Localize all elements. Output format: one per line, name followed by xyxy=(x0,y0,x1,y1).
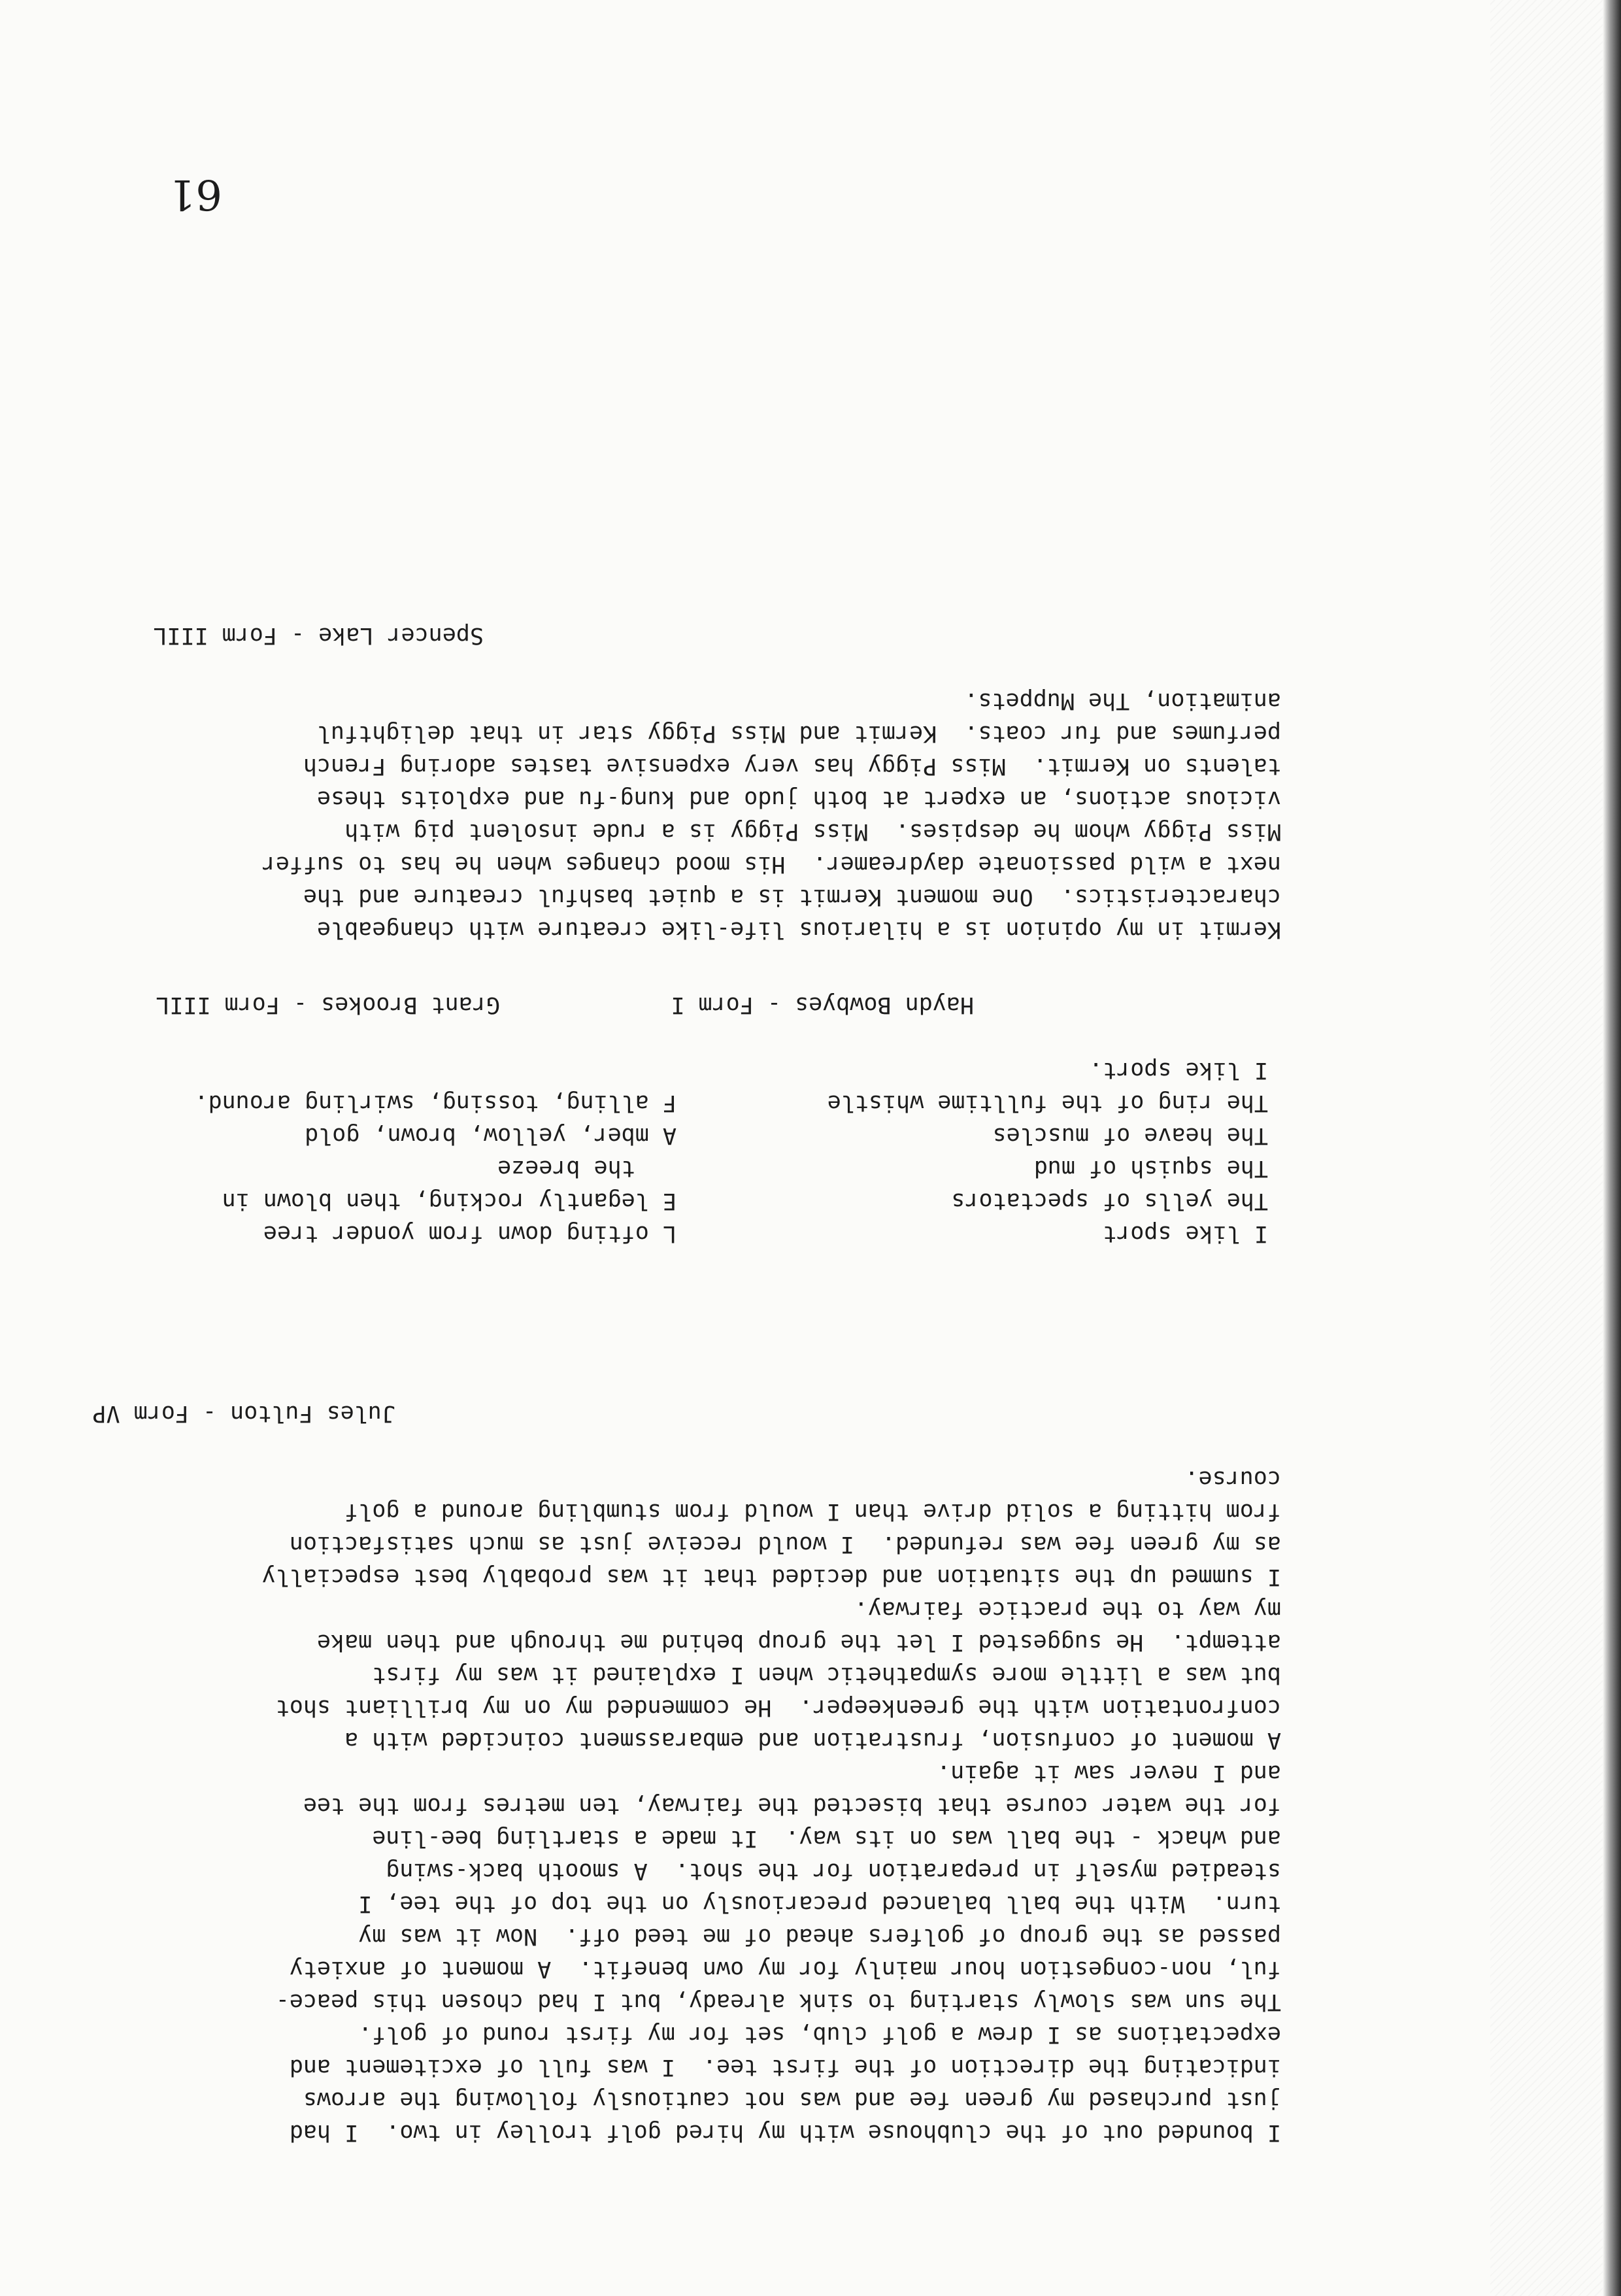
poem-line: the breeze xyxy=(497,1155,677,1181)
text-line: from hitting a solid drive than I would from stumbling around a golf xyxy=(344,1498,1281,1525)
text-line: as my green fee was refunded. I would receive just as much satisfaction xyxy=(289,1531,1281,1557)
poem-author: Haydn Bowbyes - Form I xyxy=(671,992,974,1018)
poem-leaf-acrostic xyxy=(156,988,677,1250)
poem-i-like-sport xyxy=(671,988,1268,1250)
text-line: characteristics. One moment Kermit is a quiet bashful creature and the xyxy=(303,884,1281,910)
golf-essay xyxy=(92,1397,1281,2149)
text-line: and whack - the ball was on its way. It made a startling bee-line xyxy=(372,1825,1281,1851)
text-line: for the water course that bisected the fairway, ten metres from the tee xyxy=(303,1793,1281,1819)
poem-line: The ring of the fulltime whistle xyxy=(827,1090,1268,1116)
page-number: 61 xyxy=(169,170,222,218)
kermit-author: Spencer Lake - Form IIIL xyxy=(153,622,484,649)
poem-line: A mber, yellow, brown, gold xyxy=(305,1123,677,1149)
page-binding-edge xyxy=(1603,0,1621,2296)
poem-line: F alling, tossing, swirling around. xyxy=(194,1090,677,1116)
text-line: talents on Kermit. Miss Piggy has very expensive tastes adoring French xyxy=(303,753,1281,779)
text-line: vicious actions, an expert at both judo and kung-fu and exploits these xyxy=(316,786,1281,812)
poem-line: I like sport xyxy=(1103,1221,1268,1247)
text-line: and I never saw it again. xyxy=(937,1760,1281,1786)
poem-line: L ofting down from yonder tree xyxy=(263,1221,677,1247)
text-line: perfumes and fur coats. Kermit and Miss Piggy star in that delightful xyxy=(316,720,1281,747)
page-edge-shading xyxy=(1490,0,1621,2296)
text-line: A moment of confusion, frustration and embarassment coincided with a xyxy=(344,1727,1281,1753)
poem-author: Grant Brookes - Form IIIL xyxy=(156,992,500,1018)
text-line: Kermit in my opinion is a hilarious life-like creature with changeable xyxy=(316,917,1281,943)
poem-line: The heave of muscles xyxy=(992,1123,1268,1149)
essay-paragraph xyxy=(105,2018,1281,2149)
essay-paragraph xyxy=(105,1757,1281,2018)
kermit-essay xyxy=(153,619,1281,946)
text-line: animation, The Muppets. xyxy=(964,688,1281,714)
essay-author: Jules Fulton - Form VP xyxy=(92,1400,395,1427)
text-line: course. xyxy=(1184,1466,1281,1492)
poem-line: The squish of mud xyxy=(1033,1155,1268,1181)
text-line: attempt. He suggested I let the group behind me through and then make xyxy=(316,1629,1281,1655)
text-line: I bounded out of the clubhouse with my hired golf trolley in two. I had xyxy=(289,2119,1281,2146)
text-line: Miss Piggy whom he despises. Miss Piggy is a rude insolent pig with xyxy=(344,819,1281,845)
poem-line: The yells of spectators xyxy=(951,1188,1268,1214)
text-line: indicating the direction of the first tee. I was full of excitement and xyxy=(289,2054,1281,2080)
text-line: passed as the group of golfers ahead of me teed off. Now it was my xyxy=(358,1923,1281,1950)
text-line: confrontation with the greenkeeper. He commended my on my brilliant shot xyxy=(275,1695,1281,1721)
text-line: just purchased my green fee and was not cautiously following the arrows xyxy=(303,2087,1281,2113)
text-line: The sun was slowly starting to sink already, but I had chosen this peace- xyxy=(275,1989,1281,2015)
text-line: next a wild passionate daydreamer. His mood changes when he has to suffer xyxy=(261,851,1281,877)
poem-line: E legantly rocking, then blown in xyxy=(222,1188,677,1214)
essay-paragraph xyxy=(105,1462,1281,1593)
text-line: my way to the practice fairway. xyxy=(854,1596,1281,1623)
text-line: expectations as I drew a golf club, set for my first round of golf. xyxy=(358,2021,1281,2048)
essay-paragraph xyxy=(105,1593,1281,1757)
text-line: turn. With the ball balanced precariously on the top of the tee, I xyxy=(358,1891,1281,1917)
text-line: I summed up the situation and decided that it was probably best especially xyxy=(261,1564,1281,1590)
text-line: ful, non-congestion hour mainly for my own benefit. A moment of anxiety xyxy=(289,1956,1281,1982)
text-line: but was a little more sympathetic when I explained it was my first xyxy=(372,1662,1281,1688)
text-line: steadied myself in preparation for the shot. A smooth back-swing xyxy=(386,1858,1281,1884)
poem-line: I like sport. xyxy=(1089,1057,1268,1083)
